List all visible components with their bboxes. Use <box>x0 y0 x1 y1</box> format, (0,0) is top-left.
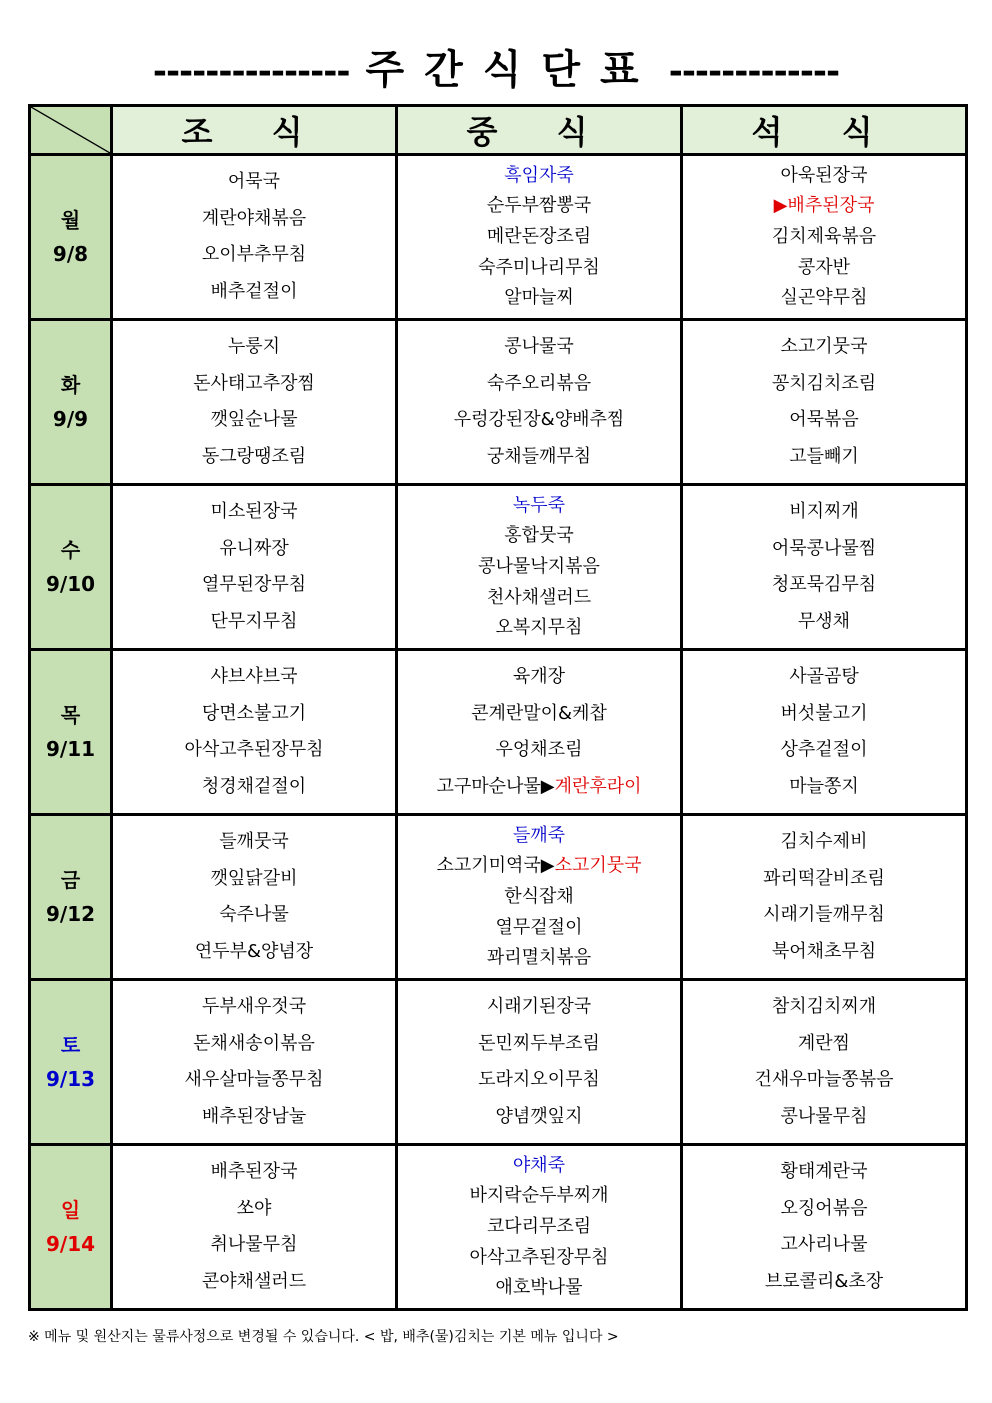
menu-item-substitute: 소고기뭇국 <box>554 855 642 877</box>
lunch-cell <box>397 320 682 485</box>
menu-item-text: 숙주오리볶음 <box>486 372 592 394</box>
day-row <box>30 650 967 815</box>
menu-item-text: 꽈리떡갈비조림 <box>763 867 885 889</box>
breakfast-cell <box>112 650 397 815</box>
menu-item <box>454 409 625 431</box>
menu-item <box>211 666 298 688</box>
lunch-items <box>398 816 680 978</box>
menu-item-text: 고구마순나물▶ <box>436 776 555 798</box>
menu-item <box>487 947 591 969</box>
menu-item <box>211 1234 298 1256</box>
breakfast-items <box>113 156 395 318</box>
lunch-items <box>398 486 680 648</box>
menu-item-text: 시래기들깨무침 <box>763 904 885 926</box>
menu-item <box>469 1185 608 1207</box>
menu-item-text: 배추겉절이 <box>210 281 298 303</box>
lunch-items <box>398 981 680 1143</box>
menu-item-text: 콘야채샐러드 <box>201 1271 307 1293</box>
menu-item <box>763 868 885 890</box>
menu-item-text: 오징어볶음 <box>780 1197 868 1219</box>
lunch-items <box>398 156 680 318</box>
breakfast-cell <box>112 980 397 1145</box>
menu-item <box>202 776 306 798</box>
header-breakfast: 조 식 <box>112 106 397 155</box>
day-cell <box>30 1145 112 1310</box>
menu-item <box>228 336 280 358</box>
breakfast-items <box>113 321 395 483</box>
day-row <box>30 815 967 980</box>
day-cell <box>30 320 112 485</box>
menu-item-text: 양념깻잎지 <box>495 1106 583 1128</box>
menu-item <box>789 446 859 468</box>
menu-item-text: 청경채겉절이 <box>201 776 307 798</box>
menu-item <box>781 703 868 725</box>
dinner-items <box>683 1146 965 1308</box>
menu-item <box>781 739 868 761</box>
day-name: 목 <box>60 703 81 727</box>
menu-item-text: 콩자반 <box>797 256 851 278</box>
header-dinner: 석 식 <box>682 106 967 155</box>
breakfast-items <box>113 486 395 648</box>
menu-item-text: 당면소불고기 <box>201 702 307 724</box>
menu-item <box>471 703 607 725</box>
title-dashes-left: --------------- <box>152 52 350 92</box>
menu-item <box>496 1277 583 1299</box>
menu-item-text: 들깨뭇국 <box>219 830 289 852</box>
menu-item <box>781 287 868 309</box>
menu-item-text: 돈민찌두부조림 <box>478 1032 600 1054</box>
day-date: 9/8 <box>52 242 89 266</box>
menu-item-text: 누룽지 <box>227 335 281 357</box>
menu-item <box>211 611 298 633</box>
menu-item-text: 콘계란말이&케찹 <box>471 702 607 724</box>
menu-item-text: 깻잎닭갈비 <box>210 867 298 889</box>
day-name: 화 <box>60 373 81 397</box>
menu-item-text: 브로콜리&초장 <box>764 1271 884 1293</box>
menu-item <box>798 611 850 633</box>
menu-item-text: 우엉채조림 <box>495 739 583 761</box>
menu-item-text: 메란돈장조림 <box>486 225 592 247</box>
menu-item <box>184 739 323 761</box>
menu-item-text: 버섯불고기 <box>780 702 868 724</box>
dinner-items <box>683 321 965 483</box>
menu-item-text: 숙주미나리무침 <box>478 256 600 278</box>
menu-item-text: 코다리무조림 <box>486 1215 592 1237</box>
menu-item <box>478 257 600 279</box>
menu-item-text: 도라지오이무침 <box>478 1069 600 1091</box>
menu-item <box>211 1161 298 1183</box>
breakfast-cell <box>112 485 397 650</box>
menu-item <box>478 1069 600 1091</box>
menu-item-text: 알마늘찌 <box>504 287 574 309</box>
menu-item-text: 천사채샐러드 <box>486 586 592 608</box>
lunch-cell <box>397 980 682 1145</box>
menu-item <box>436 855 641 877</box>
menu-item <box>496 1106 583 1128</box>
day-date: 9/12 <box>45 902 96 926</box>
menu-item-text: 계란찜 <box>797 1032 851 1054</box>
header-row <box>30 106 967 155</box>
menu-item <box>202 446 306 468</box>
header-lunch: 중 식 <box>397 106 682 155</box>
menu-item <box>504 165 574 187</box>
menu-item <box>781 336 868 358</box>
menu-item <box>513 825 565 847</box>
menu-item-text: 콩나물무침 <box>780 1106 868 1128</box>
day-name: 월 <box>60 208 81 232</box>
breakfast-items <box>113 816 395 978</box>
menu-item-text: 배추된장국 <box>210 1160 298 1182</box>
menu-item-text: 바지락순두부찌개 <box>469 1185 609 1207</box>
menu-item-text: 새우살마늘쫑무침 <box>184 1069 324 1091</box>
dinner-items <box>683 651 965 813</box>
dinner-cell <box>682 485 967 650</box>
menu-item-text: 상추겉절이 <box>780 739 868 761</box>
menu-item <box>202 574 306 596</box>
menu-item-text: 취나물무침 <box>210 1234 298 1256</box>
day-row <box>30 1145 967 1310</box>
lunch-cell <box>397 155 682 320</box>
menu-item-text: 고사리나물 <box>780 1234 868 1256</box>
menu-item <box>504 287 574 309</box>
menu-item <box>781 165 868 187</box>
menu-item-text: 비지찌개 <box>789 500 859 522</box>
day-name: 토 <box>60 1033 81 1057</box>
diagonal-line-icon <box>31 107 110 153</box>
dinner-cell <box>682 650 967 815</box>
day-name: 수 <box>60 538 81 562</box>
menu-item-text: 돈사태고추장찜 <box>193 372 315 394</box>
dinner-items <box>683 486 965 648</box>
menu-item <box>237 1198 272 1220</box>
menu-item <box>781 831 868 853</box>
menu-item <box>211 868 298 890</box>
menu-item-text: 쏘야 <box>236 1197 272 1219</box>
menu-item-text: 콩나물국 <box>504 335 574 357</box>
day-date: 9/14 <box>45 1232 96 1256</box>
breakfast-cell <box>112 1145 397 1310</box>
corner-cell <box>30 106 112 155</box>
menu-item <box>781 1106 868 1128</box>
lunch-items <box>398 321 680 483</box>
lunch-cell <box>397 485 682 650</box>
menu-item-text: 숙주나물 <box>219 904 289 926</box>
menu-item-text: 녹두죽 <box>512 494 566 516</box>
footnote: ※ 메뉴 및 원산지는 물류사정으로 변경될 수 있습니다. < 밥, 배추(물)김치는 기본 메뉴 입니다 > <box>28 1329 619 1345</box>
menu-item-substitute: 계란후라이 <box>554 776 642 798</box>
menu-item-text: 한식잡채 <box>504 885 574 907</box>
menu-item-text: 깻잎순나물 <box>210 409 298 431</box>
menu-item <box>513 1155 565 1177</box>
day-cell <box>30 650 112 815</box>
menu-item-text: ▶배추된장국 <box>773 195 875 217</box>
dinner-cell <box>682 980 967 1145</box>
menu-item <box>513 495 565 517</box>
menu-item <box>798 257 850 279</box>
menu-item <box>202 1271 306 1293</box>
dinner-items <box>683 816 965 978</box>
menu-item <box>202 244 306 266</box>
lunch-cell <box>397 650 682 815</box>
day-row <box>30 320 967 485</box>
menu-item-text: 소고기뭇국 <box>780 335 868 357</box>
menu-item <box>772 538 876 560</box>
menu-item-text: 오복지무침 <box>495 617 583 639</box>
menu-item-text: 어묵국 <box>227 170 281 192</box>
breakfast-cell <box>112 815 397 980</box>
day-row <box>30 980 967 1145</box>
menu-item-text: 어묵콩나물찜 <box>771 537 877 559</box>
menu-item-text: 아삭고추된장무침 <box>184 739 324 761</box>
lunch-cell <box>397 815 682 980</box>
menu-item <box>184 1069 323 1091</box>
menu-item-text: 야채죽 <box>512 1154 566 1176</box>
menu-item-text: 배추된장남눌 <box>201 1106 307 1128</box>
page-title <box>0 40 992 100</box>
menu-item-text: 소고기미역국▶ <box>436 855 555 877</box>
dinner-cell <box>682 320 967 485</box>
menu-item-text: 북어채초무침 <box>771 941 877 963</box>
menu-item-text: 두부새우젓국 <box>201 995 307 1017</box>
menu-item <box>202 1106 306 1128</box>
menu-item-text: 김치수제비 <box>780 830 868 852</box>
menu-item <box>772 373 876 395</box>
menu-item <box>496 739 583 761</box>
menu-item-text: 홍합뭇국 <box>504 525 574 547</box>
menu-item <box>789 666 859 688</box>
menu-item <box>504 886 574 908</box>
menu-item <box>211 409 298 431</box>
menu-item <box>772 226 876 248</box>
breakfast-cell <box>112 155 397 320</box>
day-cell <box>30 485 112 650</box>
dinner-items <box>683 981 965 1143</box>
day-row <box>30 485 967 650</box>
menu-item-text: 열무겉절이 <box>495 916 583 938</box>
menu-item <box>219 831 289 853</box>
menu-item <box>781 1161 868 1183</box>
menu-item-text: 샤브샤브국 <box>210 665 298 687</box>
day-cell <box>30 980 112 1145</box>
day-name: 일 <box>60 1198 81 1222</box>
menu-item <box>487 996 591 1018</box>
day-row <box>30 155 967 320</box>
menu-item <box>487 1216 591 1238</box>
menu-item-text: 꽈리멸치볶음 <box>486 947 592 969</box>
breakfast-items <box>113 651 395 813</box>
menu-item-text: 마늘쫑지 <box>789 776 859 798</box>
menu-item-text: 흑임자죽 <box>504 164 574 186</box>
menu-item <box>487 373 591 395</box>
menu-item <box>754 1069 893 1091</box>
menu-item <box>496 617 583 639</box>
menu-item-text: 오이부추무침 <box>201 244 307 266</box>
menu-item <box>436 776 641 798</box>
menu-item-text: 동그랑땡조림 <box>201 446 307 468</box>
menu-item-text: 아욱된장국 <box>780 164 868 186</box>
menu-item-text: 황태계란국 <box>780 1160 868 1182</box>
day-date: 9/13 <box>45 1067 96 1091</box>
day-date: 9/10 <box>45 572 96 596</box>
lunch-items <box>398 1146 680 1308</box>
menu-item <box>774 195 875 217</box>
lunch-cell <box>397 1145 682 1310</box>
day-date: 9/11 <box>45 737 96 761</box>
menu-item <box>772 996 876 1018</box>
menu-item-text: 열무된장무침 <box>201 574 307 596</box>
day-date: 9/9 <box>52 407 89 431</box>
menu-item <box>496 917 583 939</box>
menu-item <box>487 226 591 248</box>
menu-body <box>30 155 967 1310</box>
menu-item <box>487 195 591 217</box>
menu-item-text: 어묵볶음 <box>789 409 859 431</box>
menu-item-text: 아삭고추된장무침 <box>469 1246 609 1268</box>
menu-item-text: 애호박나물 <box>495 1277 583 1299</box>
menu-item-text: 돈채새송이볶음 <box>193 1032 315 1054</box>
breakfast-items <box>113 1146 395 1308</box>
menu-item-text: 육개장 <box>512 665 566 687</box>
menu-item-text: 고들빼기 <box>789 446 859 468</box>
menu-item-text: 연두부&양념장 <box>194 941 314 963</box>
menu-item-text: 사골곰탕 <box>789 665 859 687</box>
day-name: 금 <box>60 868 81 892</box>
breakfast-items <box>113 981 395 1143</box>
menu-item-text: 들깨죽 <box>512 824 566 846</box>
menu-item <box>772 574 876 596</box>
dinner-items <box>683 156 965 318</box>
menu-item <box>478 556 600 578</box>
menu-item-text: 단무지무침 <box>210 611 298 633</box>
menu-item <box>469 1247 608 1269</box>
title-text: 주간식단표 <box>365 47 659 93</box>
menu-item-text: 건새우마늘쫑볶음 <box>754 1069 894 1091</box>
menu-item <box>195 941 313 963</box>
menu-item <box>211 281 298 303</box>
menu-item-text: 시래기된장국 <box>486 995 592 1017</box>
day-cell <box>30 155 112 320</box>
menu-table <box>28 104 968 1311</box>
menu-item-text: 참치김치찌개 <box>771 995 877 1017</box>
menu-item-text: 계란야채볶음 <box>201 207 307 229</box>
menu-item-text: 궁채들깨무침 <box>486 446 592 468</box>
menu-item <box>504 336 574 358</box>
menu-item <box>513 666 565 688</box>
lunch-items <box>398 651 680 813</box>
menu-item-text: 미소된장국 <box>210 500 298 522</box>
menu-item <box>765 1271 883 1293</box>
menu-item <box>789 776 859 798</box>
menu-item-text: 청포묵김무침 <box>771 574 877 596</box>
menu-item-text: 우렁강된장&양배추찜 <box>453 409 625 431</box>
menu-item <box>202 703 306 725</box>
menu-item-text: 김치제육볶음 <box>771 225 877 247</box>
menu-item <box>228 171 280 193</box>
menu-item-text: 무생채 <box>797 611 851 633</box>
menu-item <box>781 1198 868 1220</box>
title-dashes-right: ------------- <box>668 52 840 92</box>
menu-item <box>219 904 289 926</box>
menu-item <box>487 446 591 468</box>
menu-item <box>193 1033 315 1055</box>
day-cell <box>30 815 112 980</box>
dinner-cell <box>682 815 967 980</box>
menu-item <box>781 1234 868 1256</box>
menu-item-text: 순두부짬뽕국 <box>486 195 592 217</box>
menu-item-text: 꽁치김치조림 <box>771 372 877 394</box>
menu-item <box>478 1033 600 1055</box>
dinner-cell <box>682 155 967 320</box>
menu-item <box>219 538 289 560</box>
menu-item <box>202 208 306 230</box>
menu-item-text: 콩나물낙지볶음 <box>478 555 600 577</box>
menu-item <box>487 587 591 609</box>
menu-item <box>193 373 315 395</box>
menu-item <box>772 941 876 963</box>
menu-item <box>202 996 306 1018</box>
menu-item-text: 실곤약무침 <box>780 287 868 309</box>
menu-item <box>798 1033 850 1055</box>
breakfast-cell <box>112 320 397 485</box>
menu-item <box>211 501 298 523</box>
menu-item <box>789 409 859 431</box>
menu-item-text: 유니짜장 <box>219 537 289 559</box>
menu-item <box>789 501 859 523</box>
menu-item <box>504 525 574 547</box>
menu-item <box>763 904 885 926</box>
dinner-cell <box>682 1145 967 1310</box>
